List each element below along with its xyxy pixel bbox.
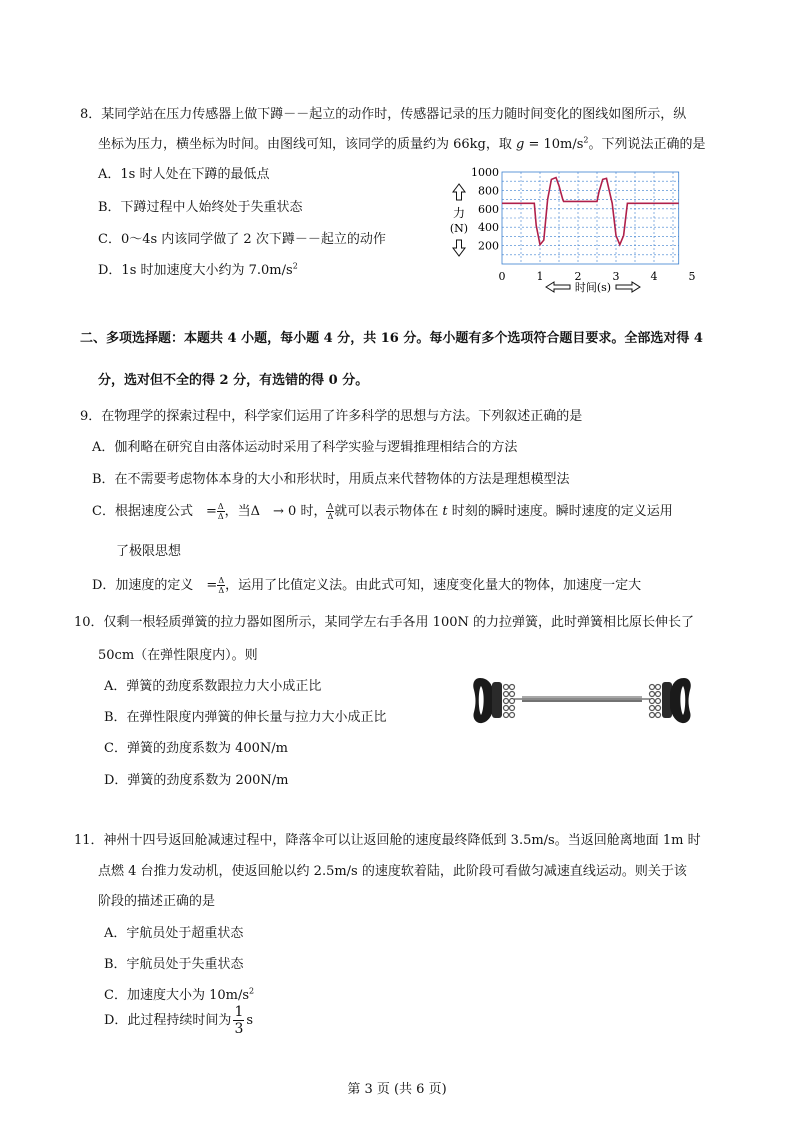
q9-option-c-text2: ，当Δ → 0 时， bbox=[224, 504, 327, 519]
x-tick-label: 3 bbox=[612, 270, 620, 283]
q9-option-c-t: t bbox=[442, 504, 448, 519]
q9-option-c-text4: 时刻的瞬时速度。瞬时速度的定义运用 bbox=[447, 504, 673, 519]
fraction-numerator: 1 bbox=[234, 1004, 244, 1020]
q9-option-d bbox=[92, 574, 641, 595]
q9-option-c-text1: C．根据速度公式 = bbox=[92, 504, 217, 519]
q9-option-c-text3: 就可以表示物体在 bbox=[334, 504, 443, 519]
q8-stem-line1: 8．某同学站在压力传感器上做下蹲－－起立的动作时，传感器记录的压力随时间变化的图线如图所示，纵 bbox=[80, 107, 687, 122]
q8-stem-line2 bbox=[98, 133, 706, 152]
q10-option-b: B．在弹性限度内弹簧的伸长量与拉力大小成正比 bbox=[104, 710, 387, 725]
q8-option-c: C．0～4s 内该同学做了 2 次下蹲－－起立的动作 bbox=[98, 232, 386, 247]
y-tick-label: 600 bbox=[478, 202, 499, 216]
x-tick-label: 5 bbox=[688, 270, 696, 283]
chart-grid bbox=[502, 172, 679, 264]
x-tick-label: 1 bbox=[536, 270, 544, 283]
y-tick-label: 200 bbox=[478, 239, 499, 253]
q8-option-d-text: D．1s 时加速度大小约为 7.0m/s bbox=[98, 263, 293, 278]
left-hooks-icon bbox=[504, 685, 523, 718]
fraction-denominator: 3 bbox=[234, 1021, 244, 1037]
q11-option-c bbox=[104, 984, 254, 1003]
q8-stem-sup: 2 bbox=[583, 135, 589, 145]
up-arrow-icon bbox=[453, 184, 465, 200]
x-tick-label: 4 bbox=[650, 270, 658, 283]
chart-y-ticks bbox=[471, 166, 499, 253]
fraction-numerator: Δ bbox=[218, 576, 225, 585]
x-axis-label-text: 时间(s) bbox=[574, 281, 612, 294]
y-axis-label-char: 力 bbox=[452, 206, 466, 220]
q9-option-b: B．在不需要考虑物体本身的大小和形状时，用质点来代替物体的方法是理想模型法 bbox=[92, 472, 570, 487]
q10-option-c: C．弹簧的劲度系数为 400N/m bbox=[104, 741, 288, 756]
right-arrow-icon bbox=[616, 282, 640, 292]
y-axis-label bbox=[450, 184, 468, 256]
q11-option-d-unit: s bbox=[246, 1013, 254, 1028]
q11-option-d bbox=[104, 1004, 253, 1037]
q10-stem-line2: 50cm（在弹性限度内）。则 bbox=[98, 648, 258, 663]
right-hooks-icon bbox=[642, 685, 661, 718]
q8-stem-text-c: = 10m/s bbox=[524, 137, 584, 152]
q11-stem-line1: 11．神州十四号返回舱减速过程中，降落伞可以让返回舱的速度最终降低到 3.5m/s。当返回舱离地面 1m 时 bbox=[74, 833, 701, 848]
q10-option-a: A．弹簧的劲度系数跟拉力大小成正比 bbox=[104, 679, 322, 694]
q11-option-c-text: C．加速度大小为 10m/s bbox=[104, 988, 249, 1003]
force-series-line bbox=[502, 178, 679, 245]
fraction-numerator: Δ bbox=[327, 502, 334, 511]
spring-icon bbox=[522, 696, 642, 702]
section2-title-line2: 分，选对但不全的得 2 分，有选错的得 0 分。 bbox=[98, 373, 369, 388]
spring-expander-illustration bbox=[470, 672, 710, 728]
x-tick-label: 0 bbox=[498, 270, 506, 283]
q11-option-c-sup: 2 bbox=[249, 986, 255, 996]
q8-stem-text-d: 。下列说法正确的是 bbox=[588, 137, 706, 152]
q8-option-b: B．下蹲过程中人始终处于失重状态 bbox=[98, 200, 303, 215]
q9-option-d-fraction bbox=[217, 576, 225, 595]
q11-option-a: A．宇航员处于超重状态 bbox=[104, 926, 244, 941]
q11-option-d-fraction bbox=[233, 1004, 244, 1037]
q11-stem-line3: 阶段的描述正确的是 bbox=[98, 894, 216, 909]
q8-option-a: A．1s 时人处在下蹲的最低点 bbox=[98, 167, 270, 182]
left-handle-icon bbox=[473, 678, 502, 723]
x-tick-label: 2 bbox=[574, 270, 582, 283]
page-footer: 第 3 页 (共 6 页) bbox=[347, 1082, 447, 1097]
q11-option-b: B．宇航员处于失重状态 bbox=[104, 957, 244, 972]
fraction-denominator: Δ bbox=[217, 512, 224, 521]
q8-option-d bbox=[98, 259, 298, 278]
q9-option-d-text1: D．加速度的定义 = bbox=[92, 578, 218, 593]
q8-option-d-sup: 2 bbox=[292, 261, 298, 271]
q9-option-c-fraction bbox=[217, 502, 225, 521]
q9-option-a: A．伽利略在研究自由落体运动时采用了科学实验与逻辑推理相结合的方法 bbox=[92, 440, 518, 455]
left-arrow-icon bbox=[546, 282, 570, 292]
q10-stem-line1: 10．仅剩一根轻质弹簧的拉力器如图所示，某同学左右手各用 100N 的力拉弹簧，此时弹簧相比原长伸长了 bbox=[74, 615, 694, 630]
fraction-denominator: Δ bbox=[327, 512, 334, 521]
q11-option-d-text: D．此过程持续时间为 bbox=[104, 1013, 232, 1028]
x-axis-label bbox=[546, 280, 640, 294]
force-time-chart bbox=[440, 160, 720, 300]
fraction-numerator: Δ bbox=[217, 502, 224, 511]
q8-stem-text-a: 坐标为压力，横坐标为时间。由图线可知，该同学的质量约为 66kg，取 bbox=[98, 137, 517, 152]
q9-stem: 9．在物理学的探索过程中，科学家们运用了许多科学的思想与方法。下列叙述正确的是 bbox=[80, 409, 583, 424]
down-arrow-icon bbox=[453, 240, 465, 256]
q9-option-d-text2: ，运用了比值定义法。由此式可知，速度变化量大的物体，加速度一定大 bbox=[225, 578, 642, 593]
q10-option-d: D．弹簧的劲度系数为 200N/m bbox=[104, 773, 289, 788]
q9-option-c-line2: 了极限思想 bbox=[116, 544, 182, 559]
q11-stem-line2: 点燃 4 台推力发动机，使返回舱以约 2.5m/s 的速度软着陆，此阶段可看做匀减速直线运动。则关于该 bbox=[98, 864, 687, 879]
y-tick-label: 800 bbox=[478, 184, 499, 198]
y-tick-label: 400 bbox=[478, 221, 499, 235]
fraction-denominator: Δ bbox=[218, 586, 225, 595]
q9-option-c bbox=[92, 500, 673, 521]
y-axis-label-unit: (N) bbox=[449, 222, 469, 235]
section2-title-line1: 二、多项选择题：本题共 4 小题，每小题 4 分，共 16 分。每小题有多个选项符合题目要求。全部选对得 4 bbox=[80, 331, 703, 346]
q8-stem-g: g bbox=[516, 137, 525, 152]
right-handle-icon bbox=[662, 678, 691, 723]
y-tick-label: 1000 bbox=[471, 166, 499, 179]
